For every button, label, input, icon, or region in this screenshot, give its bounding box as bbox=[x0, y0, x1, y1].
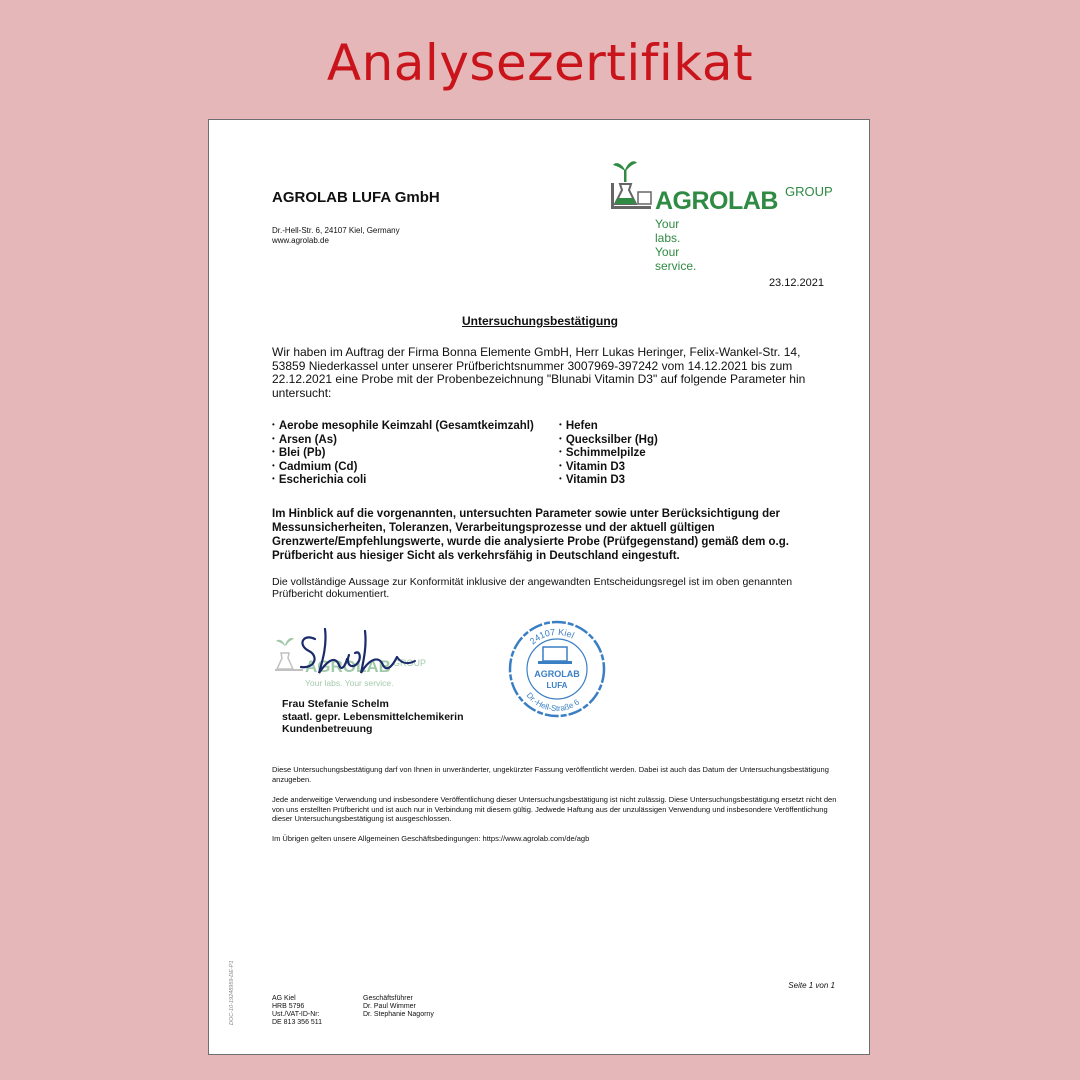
parameter-list-left bbox=[272, 420, 534, 488]
fine-print-liability: Jede anderweitige Verwendung und insbesondere Veröffentlichung dieser Untersuchungsbestätigung ist nicht zulässig. Diese Untersuchungsbestätigung ersetzt nicht den von uns erstellten Prüfbericht und ist auch nur in Verbindung mit diesem gültig. Jedwede Haftung aus der unzulässigen Verwendung und insbesondere Veröffentlichung dieser Untersuchungsbestätigung ist ausgeschlossen. bbox=[272, 795, 837, 823]
official-stamp bbox=[505, 617, 609, 726]
footer-line: HRB 5796 bbox=[272, 1003, 305, 1010]
list-item: • Blei (Pb) bbox=[272, 447, 534, 461]
fine-print-publication: Diese Untersuchungsbestätigung darf von Ihnen in unveränderter, ungekürzter Fassung veröffentlicht werden. Dabei ist auch das Datum der Untersuchungsbestätigung anzugeben. bbox=[272, 765, 829, 784]
certificate-document bbox=[208, 119, 870, 1055]
footer-line: AG Kiel bbox=[272, 995, 296, 1002]
list-item: • Escherichia coli bbox=[272, 474, 534, 488]
footer-line: DE 813 356 511 bbox=[272, 1019, 323, 1026]
stamp-bottom-text: Dr.-Hell-Straße 6 bbox=[524, 690, 581, 714]
parameter-list-right bbox=[559, 420, 658, 488]
company-name: AGROLAB LUFA GmbH bbox=[272, 189, 440, 206]
signer-info bbox=[282, 698, 463, 736]
verdict-paragraph: Im Hinblick auf die vorgenannten, untersuchten Parameter sowie unter Berücksichtigung der Messunsicherheiten, Toleranzen, Verarbeitungsprozesse und der aktuell gültigen Grenzwerte/Empfehlungswerte, wurde die analysierte Probe (Prüfgegenstand) gemäß dem o.g. Prüfbericht aus hiesiger Sicht als verkehrsfähig in Deutschland eingestuft. bbox=[272, 508, 789, 562]
list-item: • Vitamin D3 bbox=[559, 474, 658, 488]
list-item: • Arsen (As) bbox=[272, 434, 534, 448]
flask-plant-icon bbox=[611, 156, 653, 212]
list-item: • Vitamin D3 bbox=[559, 461, 658, 475]
address-line: Dr.-Hell-Str. 6, 24107 Kiel, Germany bbox=[272, 226, 400, 235]
list-item: • Quecksilber (Hg) bbox=[559, 434, 658, 448]
footer-line: Geschäftsführer bbox=[363, 995, 413, 1002]
faded-logo-wordmark: AGROLAB bbox=[305, 657, 391, 676]
svg-text:24107 Kiel bbox=[528, 627, 576, 646]
signer-name: Frau Stefanie Schelm bbox=[282, 698, 389, 710]
page-title: Analysezertifikat bbox=[326, 34, 754, 92]
stamp-top-text: 24107 Kiel bbox=[527, 626, 576, 647]
list-item: • Cadmium (Cd) bbox=[272, 461, 534, 475]
footer-line: Dr. Paul Wimmer bbox=[363, 1003, 416, 1010]
list-item: • Aerobe mesophile Keimzahl (Gesamtkeimzahl) bbox=[272, 420, 534, 434]
footer-management bbox=[363, 995, 434, 1019]
signer-title: staatl. gepr. Lebensmittelchemikerin bbox=[282, 710, 464, 723]
signer-department: Kundenbetreuung bbox=[282, 723, 373, 735]
logo-group-text: GROUP bbox=[785, 184, 833, 199]
document-code: DOC-10-19248959-DE-P1 bbox=[229, 960, 235, 1025]
list-item: • Schimmelpilze bbox=[559, 447, 658, 461]
website-text: www.agrolab.de bbox=[272, 236, 329, 245]
conformity-note: Die vollständige Aussage zur Konformität inklusive der angewandten Entscheidungsregel ist im oben genannten Prüfbericht dokumentiert. bbox=[272, 576, 793, 600]
page-number: Seite 1 von 1 bbox=[788, 981, 835, 990]
handwritten-signature bbox=[275, 625, 445, 695]
document-heading: Untersuchungsbestätigung bbox=[461, 314, 618, 328]
intro-paragraph: Wir haben im Auftrag der Firma Bonna Elemente GmbH, Herr Lukas Heringer, Felix-Wankel-Str. 14, 53859 Niederkassel unter unserer Prüfberichtsnummer 3007969-397242 vom 14.12.2021 bis zum 22.12.2021 eine Probe mit der Probenbezeichnung "Blunabi Vitamin D3" auf folgende Parameter hin untersucht: bbox=[272, 345, 806, 400]
logo-wordmark: AGROLAB bbox=[655, 187, 778, 215]
faded-logo-group: GROUP bbox=[393, 658, 427, 668]
stamp-name: AGROLAB bbox=[534, 669, 580, 679]
document-date: 23.12.2021 bbox=[768, 277, 824, 289]
fine-print-terms: Im Übrigen gelten unsere Allgemeinen Geschäftsbedingungen: https://www.agrolab.com/de/agb bbox=[272, 834, 590, 843]
footer-registration bbox=[272, 995, 322, 1027]
footer-line: Dr. Stephanie Nagorny bbox=[363, 1011, 434, 1018]
stamp-sub: LUFA bbox=[546, 681, 568, 690]
footer-line: Ust./VAT-ID-Nr: bbox=[272, 1011, 320, 1018]
faded-logo-slogan: Your labs. Your service. bbox=[305, 678, 394, 688]
list-item: • Hefen bbox=[559, 420, 658, 434]
logo-slogan: Your labs. Your service. bbox=[655, 217, 697, 273]
company-address bbox=[272, 226, 400, 246]
stamp-seal-icon bbox=[505, 617, 609, 721]
